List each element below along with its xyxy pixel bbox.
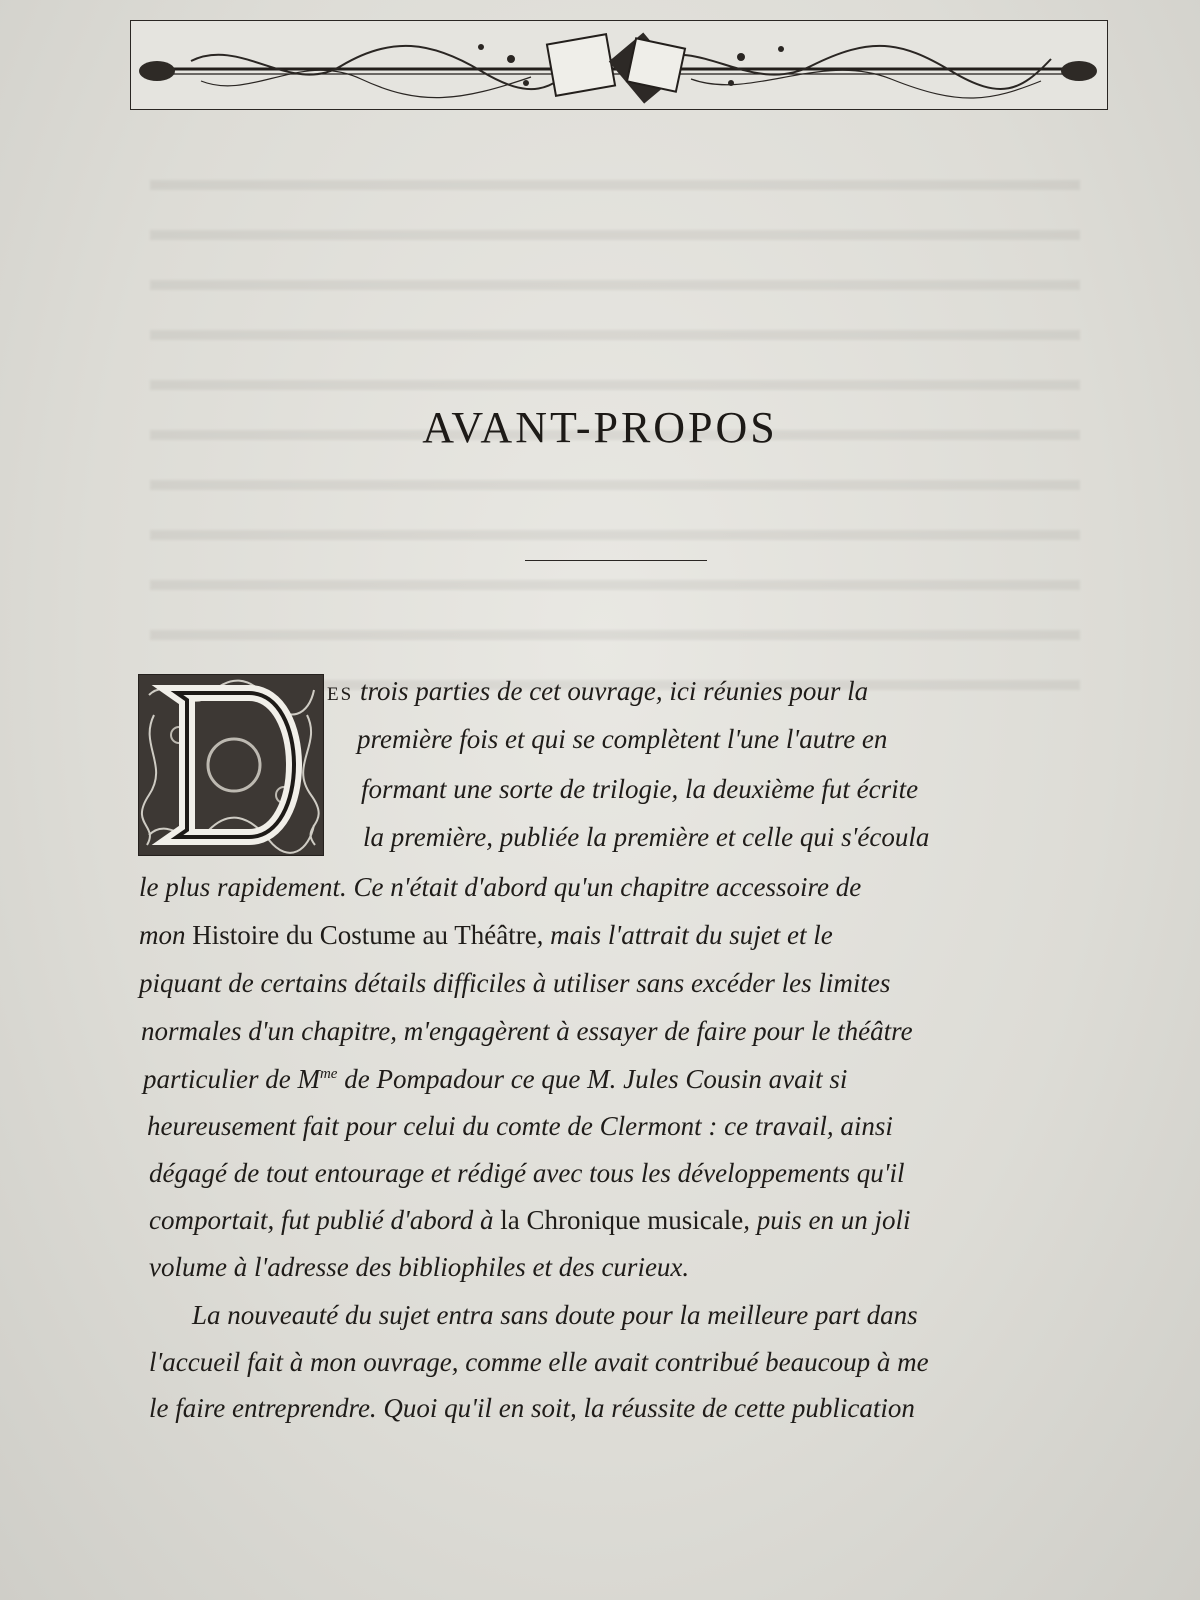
text-line: particulier de $M^{me}$ de Pompadour ce que M. Jules Cousin avait si — [143, 1064, 848, 1094]
text-line: le faire entreprendre. Quoi qu'il en soit, la réussite de cette publication — [149, 1393, 915, 1423]
decorated-initial — [138, 674, 324, 856]
text-line: le plus rapidement. Ce n'était d'abord qu'un chapitre accessoire de — [139, 872, 862, 902]
text-line: heureusement fait pour celui du comte de Clermont : ce travail, ainsi — [147, 1111, 893, 1141]
text-line: volume à l'adresse des bibliophiles et des curieux. — [149, 1252, 690, 1282]
page-title: AVANT-PROPOS — [422, 403, 778, 452]
text-line: piquant de certains détails difficiles à utiliser sans excéder les limites — [139, 968, 891, 998]
text-line: ES trois parties de cet ouvrage, ici réunies pour la — [327, 676, 869, 706]
text-line: La nouveauté du sujet entra sans doute pour la meilleure part dans — [192, 1300, 918, 1330]
text-line: formant une sorte de trilogie, la deuxième fut écrite — [361, 774, 919, 804]
text-line: première fois et qui se complètent l'une l'autre en — [357, 724, 888, 754]
dropcap-ornament-icon — [139, 675, 322, 854]
title-divider — [525, 560, 707, 561]
header-ornament-band — [130, 20, 1108, 110]
text-line: l'accueil fait à mon ouvrage, comme elle avait contribué beaucoup à me — [149, 1347, 929, 1377]
text-line: normales d'un chapitre, m'engagèrent à essayer de faire pour le théâtre — [141, 1016, 913, 1046]
text-line: comportait, fut publié d'abord à la Chronique musicale, puis en un joli — [149, 1205, 911, 1235]
text-line: mon Histoire du Costume au Théâtre, mais l'attrait du sujet et le — [139, 920, 833, 950]
text-line: dégagé de tout entourage et rédigé avec tous les développements qu'il — [149, 1158, 905, 1188]
ornament-icon — [131, 21, 1106, 108]
text-line: la première, publiée la première et celle qui s'écoula — [363, 822, 930, 852]
